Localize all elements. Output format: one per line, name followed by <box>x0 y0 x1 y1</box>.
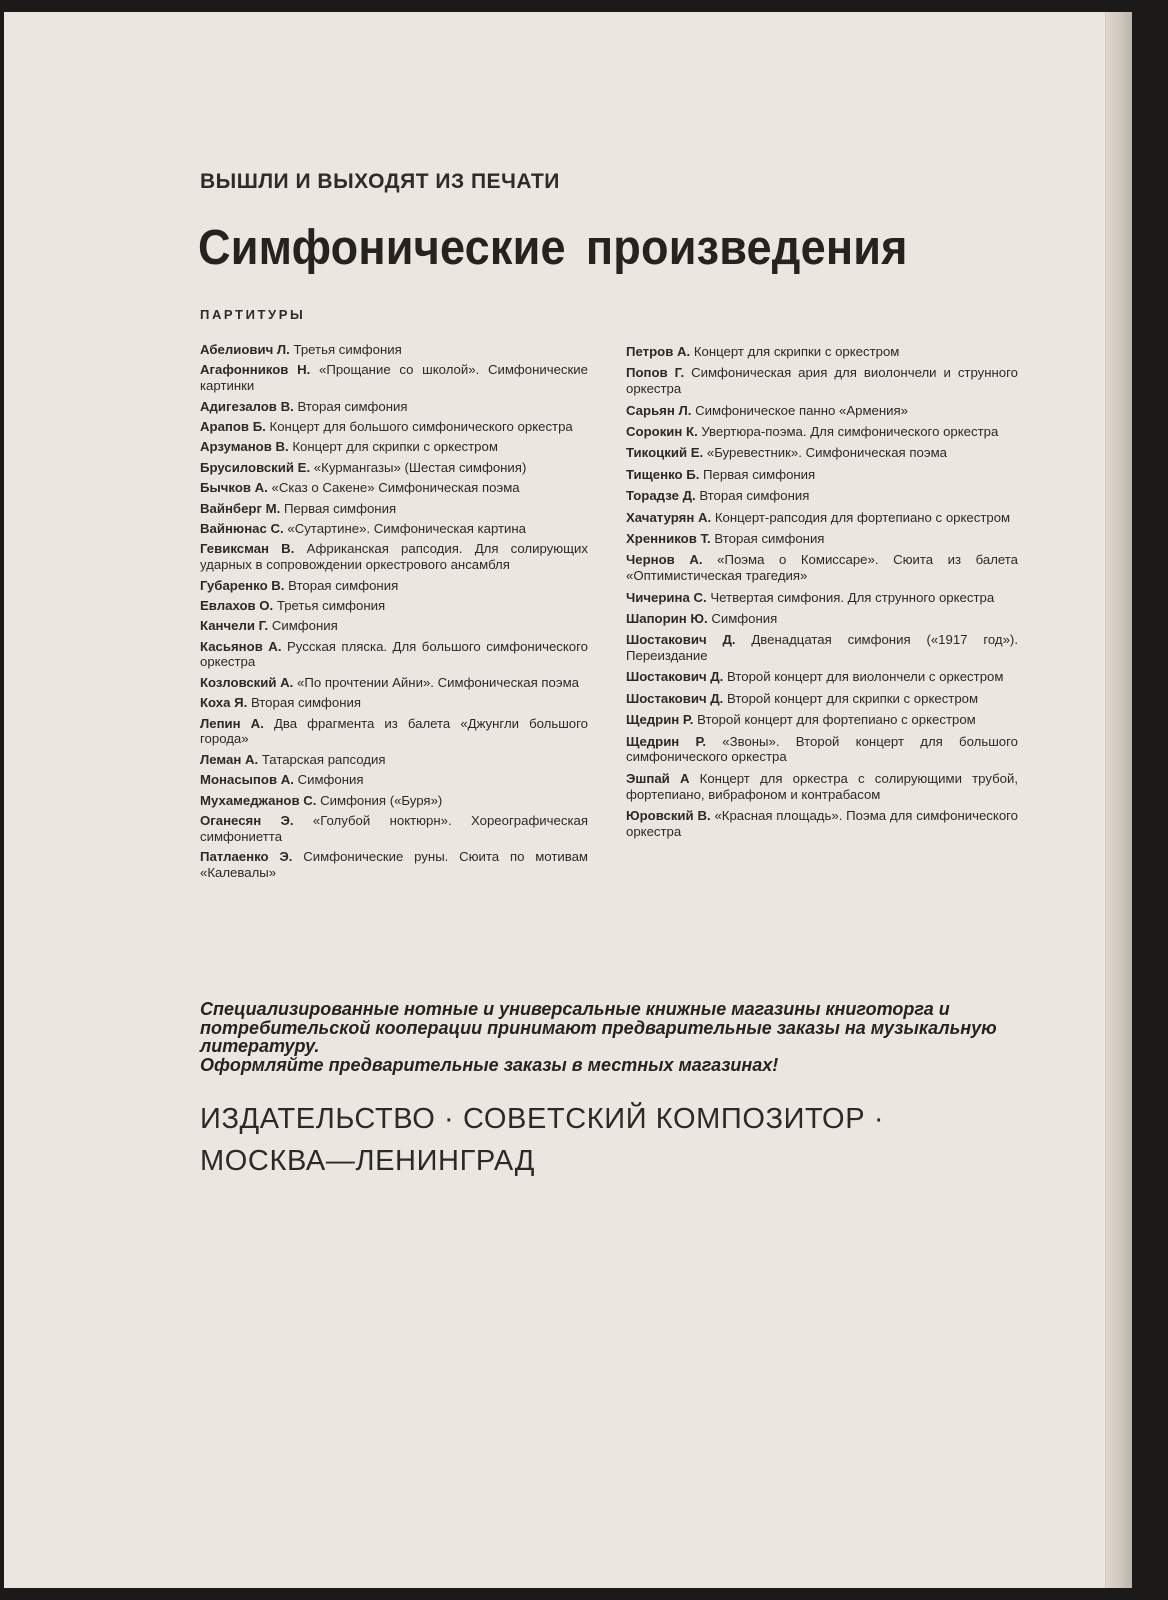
entry-author: Сорокин К. <box>626 423 698 439</box>
list-item <box>200 541 588 573</box>
list-item <box>200 362 588 394</box>
entry-author: Сарьян Л. <box>626 402 692 418</box>
notice-text: Специализированные нотные и универсальные книжные магазины книготорга и потребительской кооперации принимают предварительные заказы на музыкальную литературу. <box>200 999 997 1056</box>
entry-author: Хачатурян А. <box>626 509 712 525</box>
list-item <box>200 460 588 476</box>
list-item <box>200 521 588 537</box>
entry-work: Второй концерт для скрипки с оркестром <box>727 690 979 706</box>
entry-author: Юровский В. <box>626 808 711 824</box>
list-item <box>200 813 588 845</box>
list-item <box>626 734 1018 766</box>
entry-author: Тикоцкий Е. <box>626 445 704 461</box>
list-item <box>200 578 588 594</box>
entry-author: Бычков А. <box>200 480 268 496</box>
list-item <box>626 488 1018 504</box>
entry-work: Второй концерт для фортепиано с оркестром <box>697 712 976 728</box>
entry-author: Вайнберг М. <box>200 500 281 516</box>
entry-author: Губаренко В. <box>200 577 285 593</box>
entry-work: «Прощание со школой». Симфонические картинки <box>200 362 588 394</box>
entry-work: Концерт для оркестра с солирующими трубой, фортепиано, вибрафоном и контрабасом <box>626 770 1019 802</box>
entry-work: Увертюра-поэма. Для симфонического оркестра <box>701 423 999 439</box>
list-item <box>626 771 1018 803</box>
list-item <box>626 531 1018 547</box>
list-item <box>626 552 1018 584</box>
list-item <box>626 669 1018 685</box>
list-item <box>200 439 588 455</box>
entry-author: Шостакович Д. <box>626 669 724 685</box>
entry-work: «Голубой ноктюрн». Хореографическая симфониетта <box>200 813 588 844</box>
entry-author: Лепин А. <box>200 715 264 731</box>
list-item <box>626 590 1018 606</box>
list-item <box>200 849 588 881</box>
entry-work: Концерт для скрипки с оркестром <box>693 344 900 359</box>
entry-author: Гевиксман В. <box>200 541 295 557</box>
entry-author: Щедрин Р. <box>626 733 707 749</box>
list-item <box>626 424 1018 440</box>
entry-work: Вторая симфония <box>297 398 408 414</box>
list-item <box>626 632 1018 664</box>
list-item <box>626 691 1018 707</box>
entry-author: Петров А. <box>626 344 691 359</box>
entry-author: Оганесян Э. <box>200 813 294 828</box>
entry-work: Симфония («Буря») <box>320 792 443 808</box>
entry-author: Вайнюнас С. <box>200 520 284 536</box>
entry-work: «Сутартине». Симфоническая картина <box>287 520 527 536</box>
entry-author: Леман А. <box>200 751 259 767</box>
entry-work: Симфония <box>271 618 338 634</box>
list-item <box>626 510 1018 526</box>
entry-work: «Звоны». Второй концерт для большого симфонического оркестра <box>626 733 1018 765</box>
entry-work: Второй концерт для виолончели с оркестром <box>727 669 1004 685</box>
entry-author: Тищенко Б. <box>626 466 700 482</box>
list-item <box>200 480 588 496</box>
entry-author: Щедрин Р. <box>626 712 694 728</box>
publisher-block <box>200 1098 884 1182</box>
entry-work: «Сказ о Сакене» Симфоническая поэма <box>271 480 520 496</box>
notice-block <box>200 1000 1020 1074</box>
entry-work: Вторая симфония <box>250 695 361 711</box>
entry-work: «Поэма о Комиссаре». Сюита из балета «Оптимистическая трагедия» <box>626 552 1019 584</box>
entry-work: Третья симфония <box>293 342 402 357</box>
entry-work: Вторая симфония <box>288 577 399 593</box>
entry-work: «Курмангазы» (Шестая симфония) <box>313 459 527 475</box>
list-item <box>200 716 588 748</box>
entry-author: Арапов Б. <box>200 418 266 434</box>
section-heading: ПАРТИТУРЫ <box>200 307 306 322</box>
entry-work: Двенадцатая симфония («1917 год»). Переиздание <box>626 632 1018 664</box>
list-item <box>200 695 588 711</box>
entry-work: Концерт для скрипки с оркестром <box>292 439 498 455</box>
entry-work: Концерт-рапсодия для фортепиано с оркестром <box>714 509 1011 525</box>
entry-work: Симфоническая ария для виолончели и струнного оркестра <box>626 365 1018 397</box>
entry-work: Третья симфония <box>276 597 386 613</box>
entry-work: «Буревестник». Симфоническая поэма <box>706 445 947 461</box>
entry-author: Шостакович Д. <box>626 690 724 706</box>
entry-work: Вторая симфония <box>699 488 810 504</box>
entry-work: Два фрагмента из балета «Джунгли большого города» <box>200 715 588 747</box>
entry-author: Коха Я. <box>200 695 248 711</box>
list-item <box>200 342 588 358</box>
entry-work: Первая симфония <box>703 466 816 482</box>
entry-author: Брусиловский Е. <box>200 459 311 475</box>
entry-author: Арзуманов В. <box>200 439 289 455</box>
list-item <box>200 752 588 768</box>
entry-work: Симфоническое панно «Армения» <box>695 402 908 418</box>
entry-work: Вторая симфония <box>714 530 825 546</box>
entry-author: Мухамеджанов С. <box>200 792 317 808</box>
list-item <box>200 618 588 634</box>
entry-author: Козловский А. <box>200 674 294 690</box>
publisher-city: МОСКВА—ЛЕНИНГРАД <box>200 1145 536 1177</box>
entry-author: Монасыпов А. <box>200 772 294 788</box>
entry-author: Шапорин Ю. <box>626 610 708 626</box>
left-column <box>200 342 588 885</box>
list-item <box>626 808 1018 840</box>
entry-work: «Красная площадь». Поэма для симфонического оркестра <box>626 808 1019 839</box>
entry-work: Симфония <box>711 610 778 626</box>
entry-author: Адигезалов В. <box>200 398 294 414</box>
entry-work: Первая симфония <box>283 500 397 516</box>
list-item <box>626 344 1018 360</box>
entry-work: «По прочтении Айни». Симфоническая поэма <box>297 674 580 690</box>
list-item <box>200 772 588 788</box>
list-item <box>200 501 588 517</box>
entry-work: Концерт для большого симфонического оркестра <box>269 418 573 434</box>
entry-author: Канчели Г. <box>200 618 269 634</box>
publisher-name: ИЗДАТЕЛЬСТВО · СОВЕТСКИЙ КОМПОЗИТОР · <box>200 1103 885 1135</box>
book-spine <box>1105 12 1132 1588</box>
list-item <box>626 403 1018 419</box>
list-item <box>200 675 588 691</box>
entry-author: Евлахов О. <box>200 597 274 613</box>
entry-author: Абелиович Л. <box>200 342 290 357</box>
entry-author: Касьянов А. <box>200 638 282 654</box>
entry-author: Хренников Т. <box>626 530 711 546</box>
entry-author: Попов Г. <box>626 365 685 381</box>
entry-work: Русская пляска. Для большого симфонического оркестра <box>200 638 588 670</box>
entry-work: Симфонические руны. Сюита по мотивам «Калевалы» <box>200 849 588 880</box>
list-item <box>200 419 588 435</box>
page-title: Симфонические произведения <box>198 221 908 275</box>
kicker-heading: ВЫШЛИ И ВЫХОДЯТ ИЗ ПЕЧАТИ <box>200 170 560 193</box>
entry-author: Шостакович Д. <box>626 632 736 648</box>
list-item <box>626 712 1018 728</box>
entry-author: Торадзе Д. <box>626 488 696 504</box>
list-item <box>200 399 588 415</box>
notice-call-to-action: Оформляйте предварительные заказы в местных магазинах! <box>200 1054 779 1075</box>
entry-work: Татарская рапсодия <box>261 751 386 767</box>
right-column <box>626 344 1018 845</box>
entry-author: Эшпай А <box>626 770 690 786</box>
list-item <box>200 598 588 614</box>
entry-work: Четвертая симфония. Для струнного оркестра <box>710 589 995 605</box>
entry-author: Агафонников Н. <box>200 362 311 378</box>
entry-author: Патлаенко Э. <box>200 849 293 865</box>
list-item <box>626 611 1018 627</box>
list-item <box>200 639 588 671</box>
list-item <box>626 467 1018 483</box>
entry-work: Африканская рапсодия. Для солирующих ударных в сопровождении оркестрового ансамбля <box>200 541 588 573</box>
entry-author: Чернов А. <box>626 552 703 568</box>
entry-author: Чичерина С. <box>626 589 707 605</box>
list-item <box>200 793 588 809</box>
entry-work: Симфония <box>297 772 364 788</box>
list-item <box>626 445 1018 461</box>
list-item <box>626 365 1018 397</box>
